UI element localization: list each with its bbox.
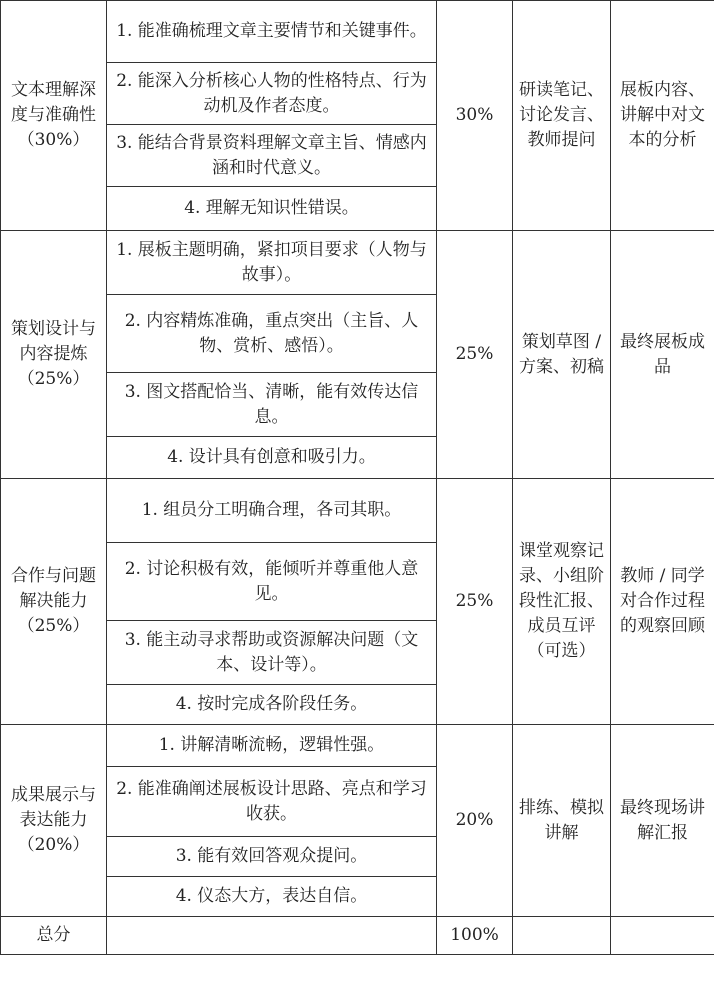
evidence-cell: 最终展板成品 <box>611 231 714 479</box>
criterion-cell: 4. 设计具有创意和吸引力。 <box>107 437 437 479</box>
table-row <box>1 725 714 767</box>
criterion-cell: 2. 内容精炼准确，重点突出（主旨、人物、赏析、感悟）。 <box>107 295 437 373</box>
criterion-cell: 3. 能结合背景资料理解文章主旨、情感内涵和时代意义。 <box>107 125 437 187</box>
weight-cell: 30% <box>437 1 513 231</box>
criterion-cell: 1. 讲解清晰流畅，逻辑性强。 <box>107 725 437 767</box>
total-method-cell <box>513 917 611 955</box>
total-row <box>1 917 714 955</box>
criterion-cell: 2. 能准确阐述展板设计思路、亮点和学习收获。 <box>107 767 437 837</box>
weight-cell: 20% <box>437 725 513 917</box>
criterion-cell: 2. 讨论积极有效，能倾听并尊重他人意见。 <box>107 543 437 621</box>
total-label: 总分 <box>1 917 107 955</box>
total-evidence-cell <box>611 917 714 955</box>
category-cell: 文本理解深度与准确性（30%） <box>1 1 107 231</box>
category-cell: 成果展示与表达能力（20%） <box>1 725 107 917</box>
method-cell: 策划草图 / 方案、初稿 <box>513 231 611 479</box>
criterion-cell: 4. 仪态大方，表达自信。 <box>107 877 437 917</box>
evidence-cell: 最终现场讲解汇报 <box>611 725 714 917</box>
criterion-cell: 3. 能有效回答观众提问。 <box>107 837 437 877</box>
method-cell: 课堂观察记录、小组阶段性汇报、成员互评（可选） <box>513 479 611 725</box>
criterion-cell: 2. 能深入分析核心人物的性格特点、行为动机及作者态度。 <box>107 63 437 125</box>
total-criteria-cell <box>107 917 437 955</box>
criterion-cell: 1. 组员分工明确合理，各司其职。 <box>107 479 437 543</box>
criterion-cell: 3. 能主动寻求帮助或资源解决问题（文本、设计等）。 <box>107 621 437 685</box>
category-cell: 合作与问题解决能力（25%） <box>1 479 107 725</box>
table-row <box>1 1 714 63</box>
criterion-cell: 4. 按时完成各阶段任务。 <box>107 685 437 725</box>
weight-cell: 25% <box>437 231 513 479</box>
criterion-cell: 3. 图文搭配恰当、清晰，能有效传达信息。 <box>107 373 437 437</box>
criterion-cell: 4. 理解无知识性错误。 <box>107 187 437 231</box>
total-weight: 100% <box>437 917 513 955</box>
method-cell: 研读笔记、讨论发言、教师提问 <box>513 1 611 231</box>
method-cell: 排练、模拟讲解 <box>513 725 611 917</box>
evidence-cell: 教师 / 同学对合作过程的观察回顾 <box>611 479 714 725</box>
criterion-cell: 1. 展板主题明确，紧扣项目要求（人物与故事）。 <box>107 231 437 295</box>
category-cell: 策划设计与内容提炼（25%） <box>1 231 107 479</box>
table-row <box>1 479 714 543</box>
table-row <box>1 231 714 295</box>
weight-cell: 25% <box>437 479 513 725</box>
criterion-cell: 1. 能准确梳理文章主要情节和关键事件。 <box>107 1 437 63</box>
evidence-cell: 展板内容、讲解中对文本的分析 <box>611 1 714 231</box>
